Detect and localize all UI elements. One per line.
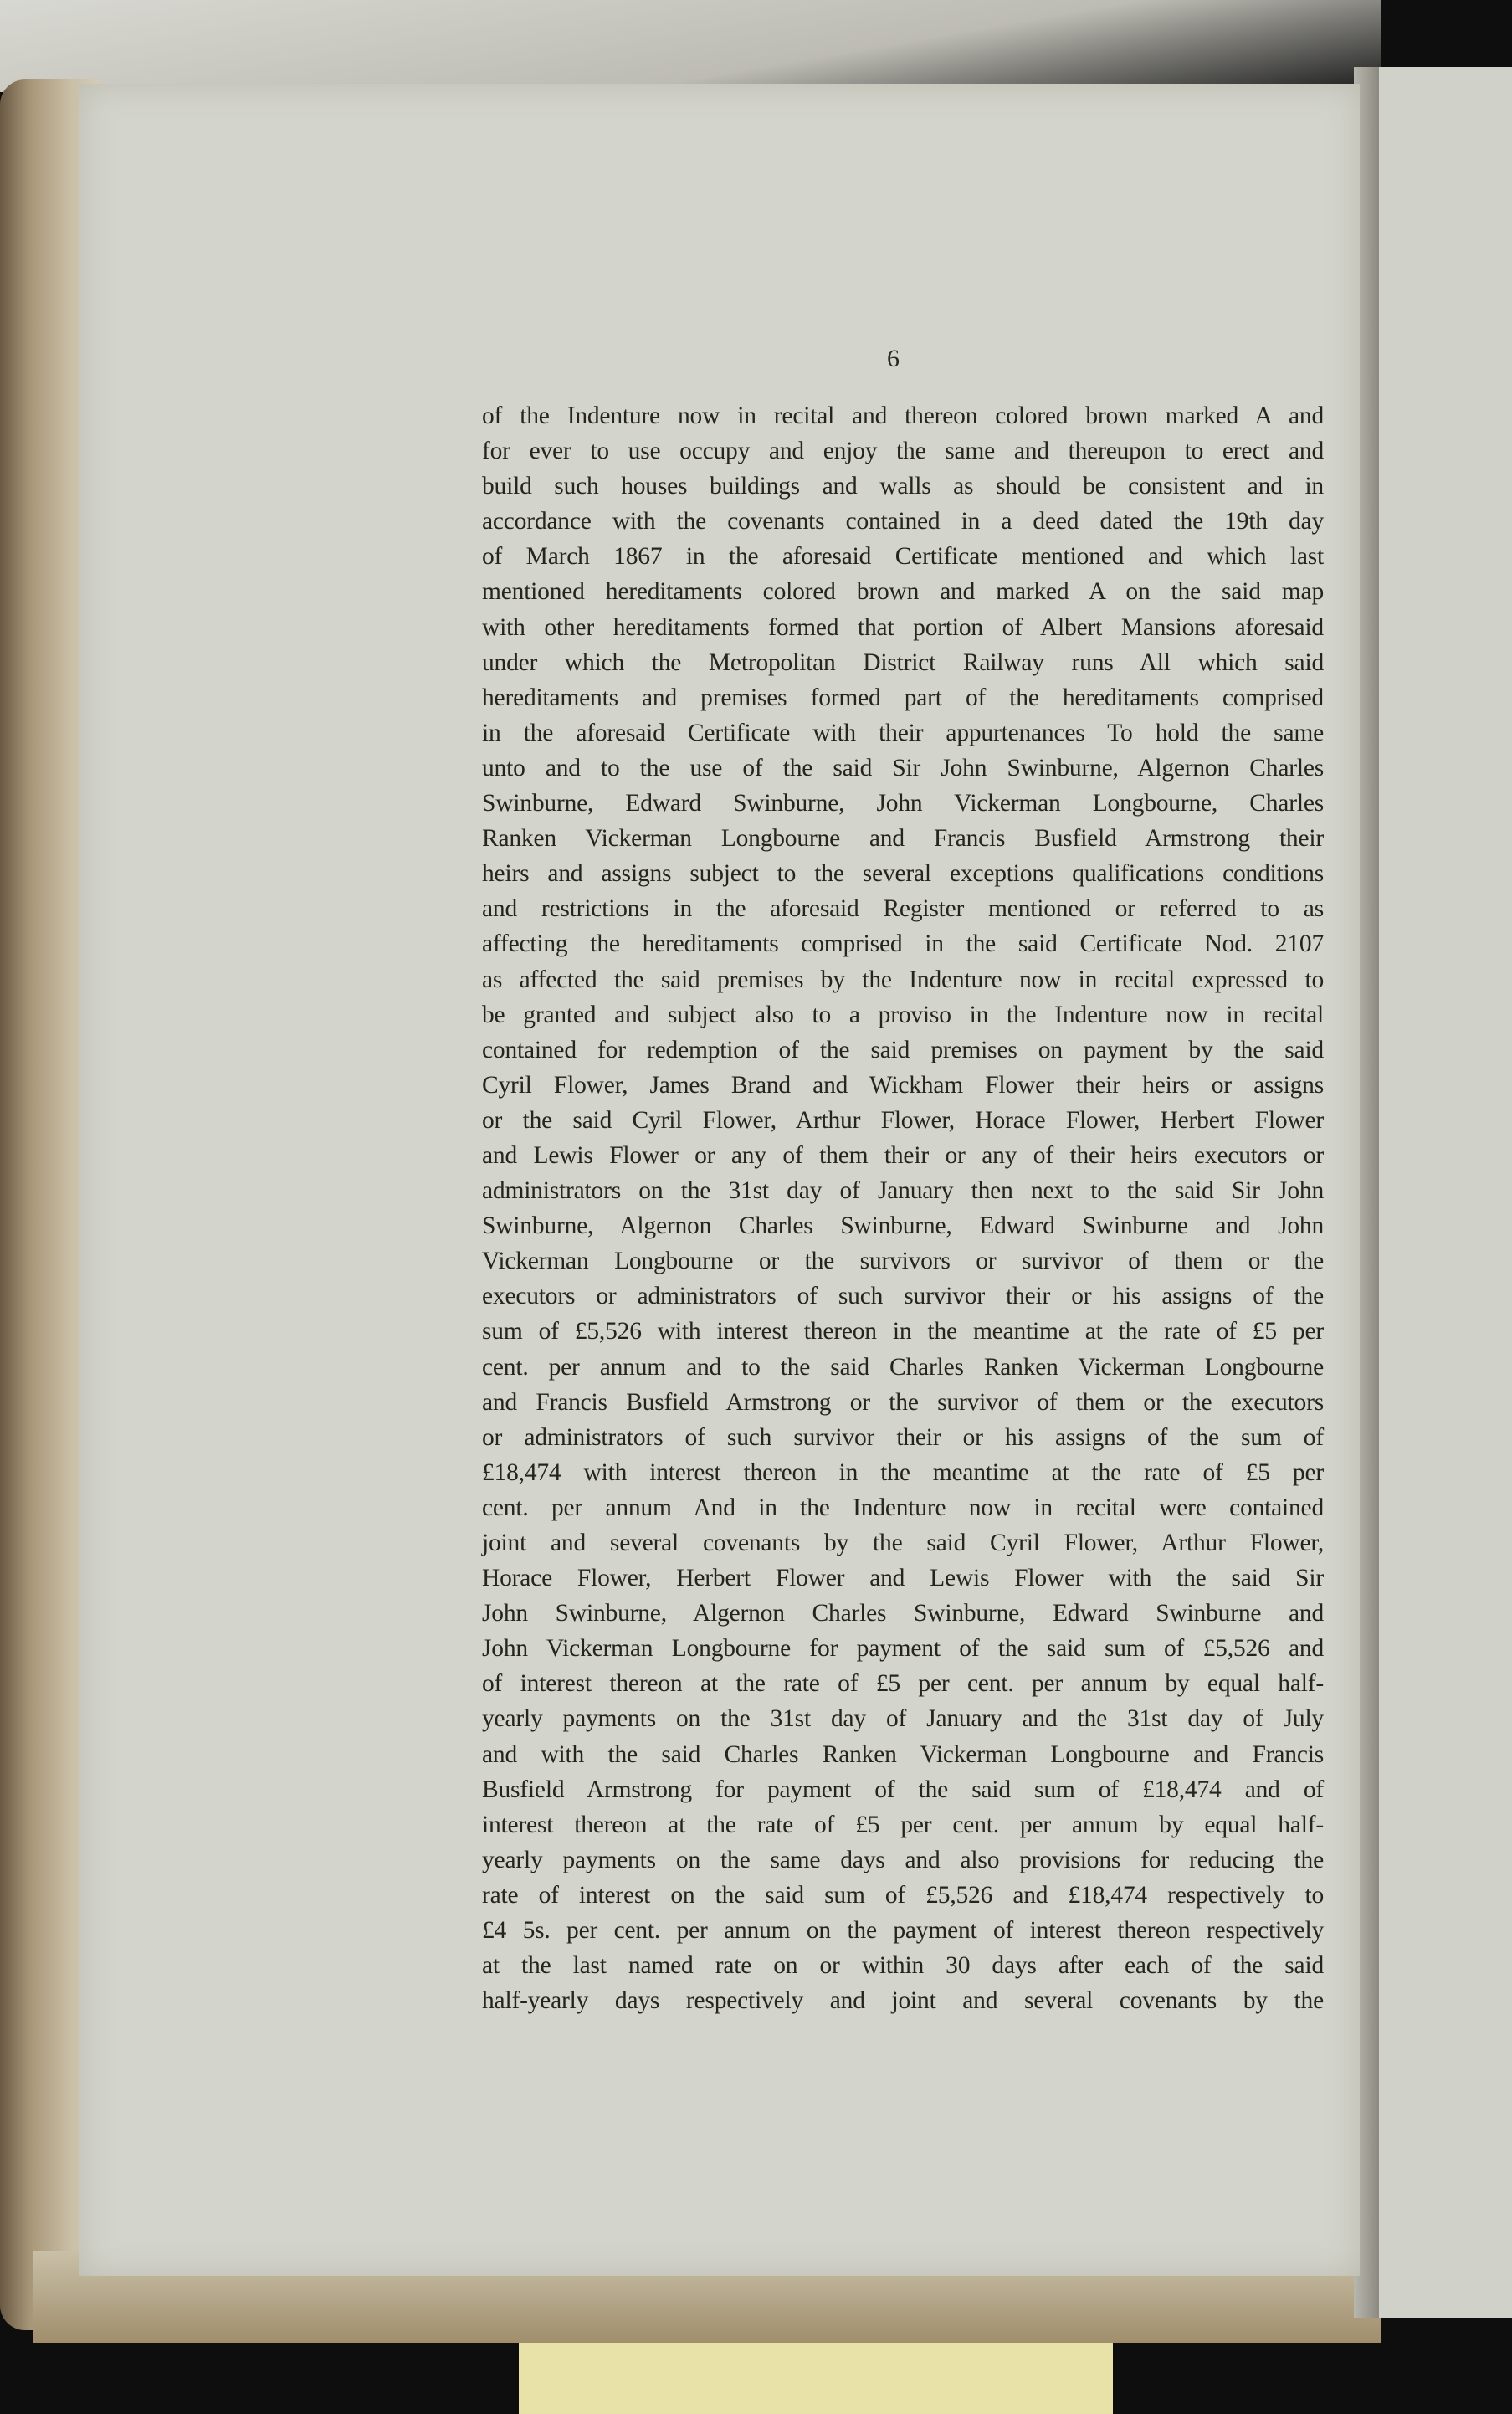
text-line: Swinburne, Edward Swinburne, John Vickerman Longbourne, Charles: [482, 790, 1324, 817]
text-line: £4 5s. per cent. per annum on the payment of interest thereon respectively: [482, 1917, 1324, 1945]
text-line: rate of interest on the said sum of £5,526 and £18,474 respectively to: [482, 1881, 1324, 1909]
text-line: Vickerman Longbourne or the survivors or survivor of them or the: [482, 1248, 1324, 1275]
paper-tag: [519, 2343, 1113, 2414]
text-line: of March 1867 in the aforesaid Certificate mentioned and which last: [482, 543, 1324, 571]
text-line: as affected the said premises by the Indenture now in recital expressed to: [482, 966, 1324, 993]
text-line: or administrators of such survivor their or his assigns of the sum of: [482, 1423, 1324, 1451]
text-line: hereditaments and premises formed part of the hereditaments comprised: [482, 684, 1324, 711]
text-line: affecting the hereditaments comprised in the said Certificate Nod. 2107: [482, 930, 1324, 958]
text-line: Horace Flower, Herbert Flower and Lewis Flower with the said Sir: [482, 1565, 1324, 1592]
body-text: [482, 398, 1324, 2018]
text-line: and Francis Busfield Armstrong or the survivor of them or the executors: [482, 1388, 1324, 1416]
text-line: Busfield Armstrong for payment of the said sum of £18,474 and of: [482, 1776, 1324, 1803]
text-line: be granted and subject also to a proviso in the Indenture now in recital: [482, 1001, 1324, 1028]
text-line: half-yearly days respectively and joint and several covenants by the: [482, 1987, 1324, 2015]
background-paper: [0, 0, 1381, 92]
text-line: build such houses buildings and walls as should be consistent and in: [482, 473, 1324, 500]
text-line: and Lewis Flower or any of them their or any of their heirs executors or: [482, 1141, 1324, 1169]
text-line: executors or administrators of such survivor their or his assigns of the: [482, 1283, 1324, 1310]
text-line: of the Indenture now in recital and thereon colored brown marked A and: [482, 402, 1324, 429]
text-line: Cyril Flower, James Brand and Wickham Flower their heirs or assigns: [482, 1071, 1324, 1099]
text-line: heirs and assigns subject to the several exceptions qualifications conditions: [482, 860, 1324, 888]
text-line: contained for redemption of the said premises on payment by the said: [482, 1036, 1324, 1063]
text-line: cent. per annum and to the said Charles Ranken Vickerman Longbourne: [482, 1353, 1324, 1381]
text-line: yearly payments on the 31st day of January and the 31st day of July: [482, 1705, 1324, 1733]
text-line: administrators on the 31st day of January then next to the said Sir John: [482, 1177, 1324, 1205]
text-line: Ranken Vickerman Longbourne and Francis Busfield Armstrong their: [482, 825, 1324, 853]
text-line: John Swinburne, Algernon Charles Swinburne, Edward Swinburne and: [482, 1600, 1324, 1627]
text-line: of interest thereon at the rate of £5 per cent. per annum by equal half-: [482, 1670, 1324, 1698]
text-line: or the said Cyril Flower, Arthur Flower, Horace Flower, Herbert Flower: [482, 1106, 1324, 1134]
text-line: and with the said Charles Ranken Vickerman Longbourne and Francis: [482, 1740, 1324, 1768]
text-line: unto and to the use of the said Sir John Swinburne, Algernon Charles: [482, 754, 1324, 782]
page-number: 6: [887, 345, 900, 372]
text-line: at the last named rate on or within 30 days after each of the said: [482, 1952, 1324, 1980]
text-line: yearly payments on the same days and also provisions for reducing the: [482, 1846, 1324, 1873]
text-line: under which the Metropolitan District Railway runs All which said: [482, 648, 1324, 676]
text-line: cent. per annum And in the Indenture now in recital were contained: [482, 1494, 1324, 1521]
text-line: mentioned hereditaments colored brown and marked A on the said map: [482, 578, 1324, 606]
text-line: and restrictions in the aforesaid Register mentioned or referred to as: [482, 895, 1324, 923]
text-line: in the aforesaid Certificate with their appurtenances To hold the same: [482, 719, 1324, 746]
text-line: John Vickerman Longbourne for payment of the said sum of £5,526 and: [482, 1635, 1324, 1663]
text-line: sum of £5,526 with interest thereon in the meantime at the rate of £5 per: [482, 1318, 1324, 1345]
text-line: interest thereon at the rate of £5 per cent. per annum by equal half-: [482, 1811, 1324, 1838]
facing-page: [1379, 67, 1512, 2318]
text-line: joint and several covenants by the said Cyril Flower, Arthur Flower,: [482, 1530, 1324, 1556]
text-line: with other hereditaments formed that portion of Albert Mansions aforesaid: [482, 613, 1324, 641]
text-line: accordance with the covenants contained in a deed dated the 19th day: [482, 508, 1324, 536]
text-line: Swinburne, Algernon Charles Swinburne, Edward Swinburne and John: [482, 1212, 1324, 1240]
text-line: £18,474 with interest thereon in the meantime at the rate of £5 per: [482, 1458, 1324, 1486]
text-line: for ever to use occupy and enjoy the same and thereupon to erect and: [482, 438, 1324, 465]
